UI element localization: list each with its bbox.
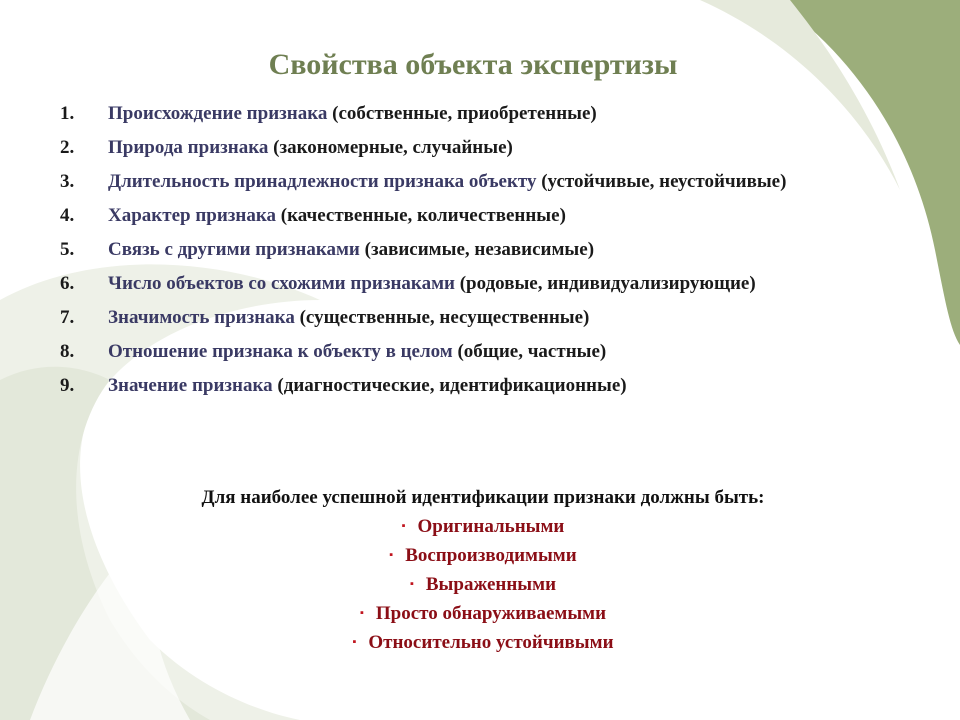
item-number: 9. (60, 375, 75, 396)
requirement-label: Просто обнаруживаемыми (375, 603, 607, 624)
requirement-item (0, 599, 960, 628)
item-number: 4. (60, 205, 75, 226)
requirements-list (0, 512, 960, 657)
list-item (60, 270, 860, 298)
item-term: Происхождение признака (108, 103, 328, 124)
list-item (60, 202, 860, 230)
requirement-label: Оригинальными (417, 516, 565, 537)
requirement-item (0, 541, 960, 570)
item-values: (зависимые, независимые) (359, 239, 595, 260)
item-term: Длительность принадлежности признака объекту (108, 171, 537, 192)
list-item (60, 168, 860, 196)
list-item (60, 372, 860, 400)
item-number: 1. (60, 103, 75, 124)
requirement-label: Относительно устойчивыми (368, 632, 614, 653)
item-number: 2. (60, 137, 75, 158)
square-bullet-icon: ▪ (359, 607, 364, 619)
requirement-item (0, 512, 960, 541)
item-number: 5. (60, 239, 75, 260)
item-values: (собственные, приобретенные) (327, 103, 597, 124)
square-bullet-icon: ▪ (401, 520, 406, 532)
list-item (60, 338, 860, 366)
square-bullet-icon: ▪ (389, 549, 394, 561)
slide-title: Свойства объекта экспертизы (268, 48, 678, 81)
requirement-label: Выраженными (425, 574, 557, 595)
item-number: 6. (60, 273, 75, 294)
item-values: (существенные, несущественные) (294, 307, 590, 328)
item-term: Природа признака (108, 137, 269, 158)
square-bullet-icon: ▪ (352, 636, 357, 648)
item-values: (диагностические, идентификационные) (272, 375, 627, 396)
item-values: (устойчивые, неустойчивые) (536, 171, 787, 192)
list-item (60, 304, 860, 332)
item-term: Связь с другими признаками (108, 239, 360, 260)
item-term: Отношение признака к объекту в целом (108, 341, 453, 362)
square-bullet-icon: ▪ (409, 578, 414, 590)
requirement-label: Воспроизводимыми (405, 545, 577, 566)
item-number: 8. (60, 341, 75, 362)
item-number: 7. (60, 307, 75, 328)
list-item (60, 100, 860, 128)
properties-list (60, 100, 860, 406)
item-term: Значение признака (108, 375, 273, 396)
identification-summary: Для наиболее успешной идентификации признаки должны быть: (201, 487, 765, 508)
item-values: (закономерные, случайные) (268, 137, 513, 158)
requirement-item (0, 628, 960, 657)
item-term: Число объектов со схожими признаками (108, 273, 455, 294)
item-number: 3. (60, 171, 75, 192)
requirement-item (0, 570, 960, 599)
item-values: (качественные, количественные) (276, 205, 566, 226)
item-term: Характер признака (108, 205, 277, 226)
item-term: Значимость признака (108, 307, 295, 328)
list-item (60, 236, 860, 264)
item-values: (общие, частные) (452, 341, 607, 362)
list-item (60, 134, 860, 162)
item-values: (родовые, индивидуализирующие) (454, 273, 756, 294)
